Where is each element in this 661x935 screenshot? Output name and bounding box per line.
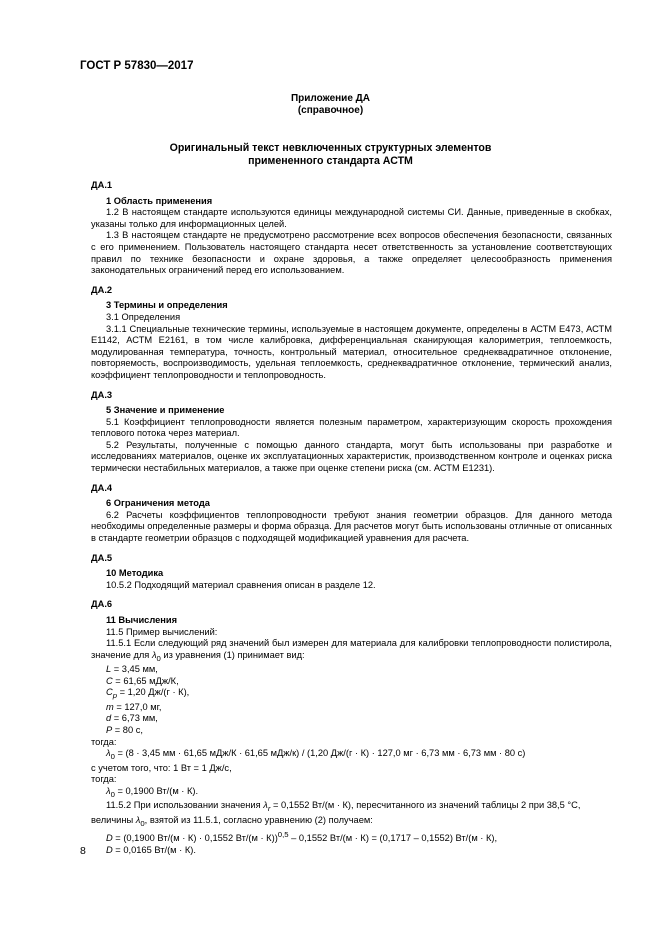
value-line: P = 80 с,: [106, 725, 143, 736]
section-label: ДА.3: [91, 389, 113, 400]
value-line: d = 6,73 мм,: [106, 713, 158, 724]
section-label: ДА.4: [91, 482, 113, 493]
appendix-title: Приложение ДА: [290, 93, 371, 104]
value-line: m = 127,0 мг,: [106, 701, 162, 712]
paragraph: 3.1 Определения: [106, 311, 181, 322]
section-heading: 5 Значение и применение: [106, 405, 225, 416]
appendix-subtitle: (справочное): [297, 105, 364, 116]
value-line: L = 3,45 мм,: [106, 664, 158, 675]
document-body: [91, 180, 612, 857]
text-line: тогда:: [91, 774, 117, 785]
paragraph: 10.5.2 Подходящий материал сравнения описан в разделе 12.: [106, 579, 376, 590]
equation: $\lambda_0 = 0,1900$ Вт/(м · К).: [106, 785, 199, 799]
paragraph: 3.1.1 Специальные технические термины, используемые в настоящем документе, определены в АСТМ Е473, АСТМ Е1142, АСТМ Е2161, в том числе калибровка, дифференциальная сканирующая калориметрия, теплоемкость, модулированная температура, точность, контрольный материал, относительное среднеквадратичное отклонение, повторяемость, воспроизводимость, удельная теплоемкость, среднеквадратичное отклонение, термический анализ, коэффициент теплопроводности и теплопроводность.: [91, 323, 612, 380]
page-number: 8: [80, 845, 86, 857]
text-line: тогда:: [91, 736, 117, 747]
section-heading: 11 Вычисления: [106, 615, 178, 625]
value-line: $C_p = 1,20$ Дж/(г · К),: [106, 687, 190, 701]
section-heading: 10 Методика: [106, 568, 164, 579]
paragraph: 5.2 Результаты, полученные с помощью данного стандарта, могут быть использованы при разработке и исследованиях материалов, оценке их эксплуатационных характеристик, производственном контроле и оценках риска термически нестабильных материалов, а также при оценке степени риска (см. АСТМ Е1231).: [91, 439, 612, 474]
equation: D = 0,0165 Вт/(м · К).: [106, 844, 196, 855]
paragraph: 1.3 В настоящем стандарте не предусмотрено рассмотрение всех вопросов обеспечения безопасности, связанных с его применением. Пользователь настоящего стандарта несет ответственность за установление соответствующих правил по технике безопасности и охране здоровья, а также определяет целесообразность применения законодательных ограничений перед его использованием.: [91, 230, 612, 276]
section-label: ДА.6: [91, 599, 113, 610]
section-label: ДА.2: [91, 284, 113, 295]
equation: D = (0,1900 Вт/(м · К) · 0,1552 Вт/(м · К))$^{0,5}$ – 0,1552 Вт/(м · К) = (0,1717 – 0,1552) Вт/(м · К),: [106, 830, 498, 844]
text-line: с учетом того, что: 1 Вт = 1 Дж/с,: [91, 762, 232, 773]
section-heading: 3 Термины и определения: [106, 300, 228, 311]
section-label: ДА.1: [91, 180, 113, 190]
doc-title-line1: Оригинальный текст невключенных структурных элементов: [169, 142, 492, 154]
value-line: C = 61,65 мДж/К,: [106, 675, 179, 686]
paragraph: 11.5 Пример вычислений:: [106, 626, 218, 637]
equation: $\lambda_0 = (8 \cdot 3,45$ мм · 61,65 мДж/К · 61,65 мДж/к) / (1,20 Дж/(г · К) · 127,0 мг · 6,73 мм · 6,73 мм · 80 с): [106, 748, 526, 762]
paragraph: 1.2 В настоящем стандарте используются единицы международной системы СИ. Данные, приведенные в скобках, указаны только для информационных целей.: [91, 207, 612, 229]
paragraph: величины $\lambda_0$, взятой из 11.5.1, согласно уравнению (2) получаем:: [91, 814, 373, 828]
section-heading: 1 Область применения: [106, 195, 213, 206]
section-label: ДА.5: [91, 552, 113, 563]
paragraph: 5.1 Коэффициент теплопроводности является полезным параметром, характеризующим скорость прохождения теплового потока через материал.: [91, 416, 612, 439]
document-header: ГОСТ Р 57830—2017: [80, 60, 194, 72]
section-heading: 6 Ограничения метода: [106, 498, 210, 509]
paragraph: 11.5.2 При использовании значения $\lambda_r = 0,1552$ Вт/(м · К), пересчитанного из значений таблицы 2 при 38,5 °С,: [106, 800, 581, 814]
doc-title-line2: примененного стандарта АСТМ: [248, 155, 413, 167]
paragraph: 11.5.1 Если следующий ряд значений был измерен для материала для калибровки теплопроводности полистирола, значение для $\lambda_0$ из уравнения (1) принимает вид:: [91, 638, 612, 663]
paragraph: 6.2 Расчеты коэффициентов теплопроводности требуют знания геометрии образцов. Для данного метода необходимы определенные размеры и форма образца. Для расчетов могут быть использованы отличные от описанных в стандарте геометрии образцов с подходящей модификацией уравнения для расчета.: [91, 509, 612, 544]
